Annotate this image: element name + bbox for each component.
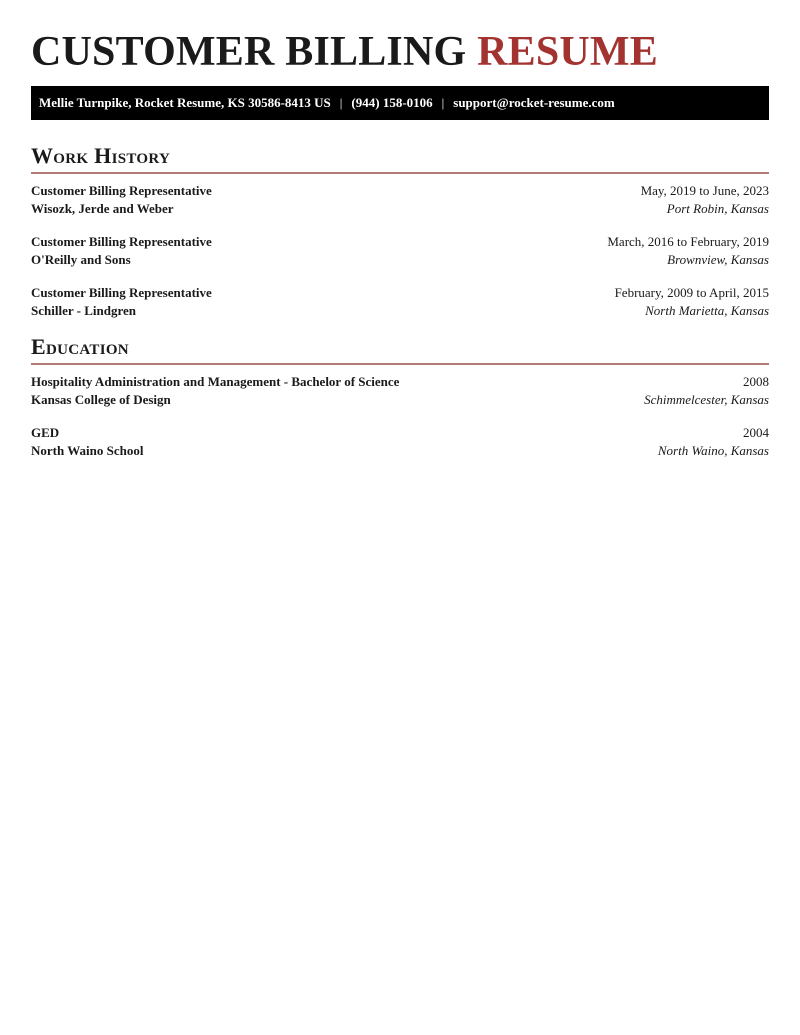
- job-dates: May, 2019 to June, 2023: [640, 183, 769, 198]
- contact-address: Mellie Turnpike, Rocket Resume, KS 30586-8413 US: [39, 95, 331, 110]
- work-entry: [31, 182, 769, 218]
- school-location: North Waino, Kansas: [657, 443, 769, 458]
- job-title: Customer Billing Representative: [31, 285, 212, 300]
- company-name: O'Reilly and Sons: [31, 252, 131, 267]
- education-entry: [31, 373, 769, 409]
- resume-title: [31, 0, 769, 74]
- resume-page: [31, 0, 769, 460]
- degree-name: Hospitality Administration and Management - Bachelor of Science: [31, 374, 400, 389]
- graduation-year: 2008: [743, 374, 769, 389]
- job-title: Customer Billing Representative: [31, 183, 212, 198]
- education-heading: Education: [31, 334, 129, 359]
- contact-separator: |: [441, 95, 445, 110]
- contact-phone: (944) 158-0106: [351, 95, 433, 110]
- work-entry: [31, 233, 769, 269]
- education-section: [31, 334, 769, 460]
- school-location: Schimmelcester, Kansas: [644, 392, 769, 407]
- work-entry: [31, 284, 769, 320]
- job-dates: March, 2016 to February, 2019: [607, 234, 769, 249]
- education-entry: [31, 424, 769, 460]
- title-accent: RESUME: [477, 29, 658, 75]
- work-history-section: [31, 143, 769, 320]
- job-location: Port Robin, Kansas: [666, 201, 769, 216]
- company-name: Wisozk, Jerde and Weber: [31, 201, 174, 216]
- school-name: North Waino School: [31, 443, 144, 458]
- job-title: Customer Billing Representative: [31, 234, 212, 249]
- section-divider: [31, 363, 769, 365]
- job-dates: February, 2009 to April, 2015: [614, 285, 769, 300]
- contact-email: support@rocket-resume.com: [453, 95, 615, 110]
- work-history-heading: Work History: [31, 143, 171, 168]
- degree-name: GED: [31, 425, 60, 440]
- job-location: North Marietta, Kansas: [645, 303, 769, 318]
- contact-separator: |: [339, 95, 343, 110]
- contact-bar: [31, 86, 769, 120]
- title-main: CUSTOMER BILLING: [31, 29, 467, 75]
- company-name: Schiller - Lindgren: [31, 303, 136, 318]
- school-name: Kansas College of Design: [31, 392, 171, 407]
- section-divider: [31, 172, 769, 174]
- job-location: Brownview, Kansas: [667, 252, 769, 267]
- graduation-year: 2004: [743, 425, 769, 440]
